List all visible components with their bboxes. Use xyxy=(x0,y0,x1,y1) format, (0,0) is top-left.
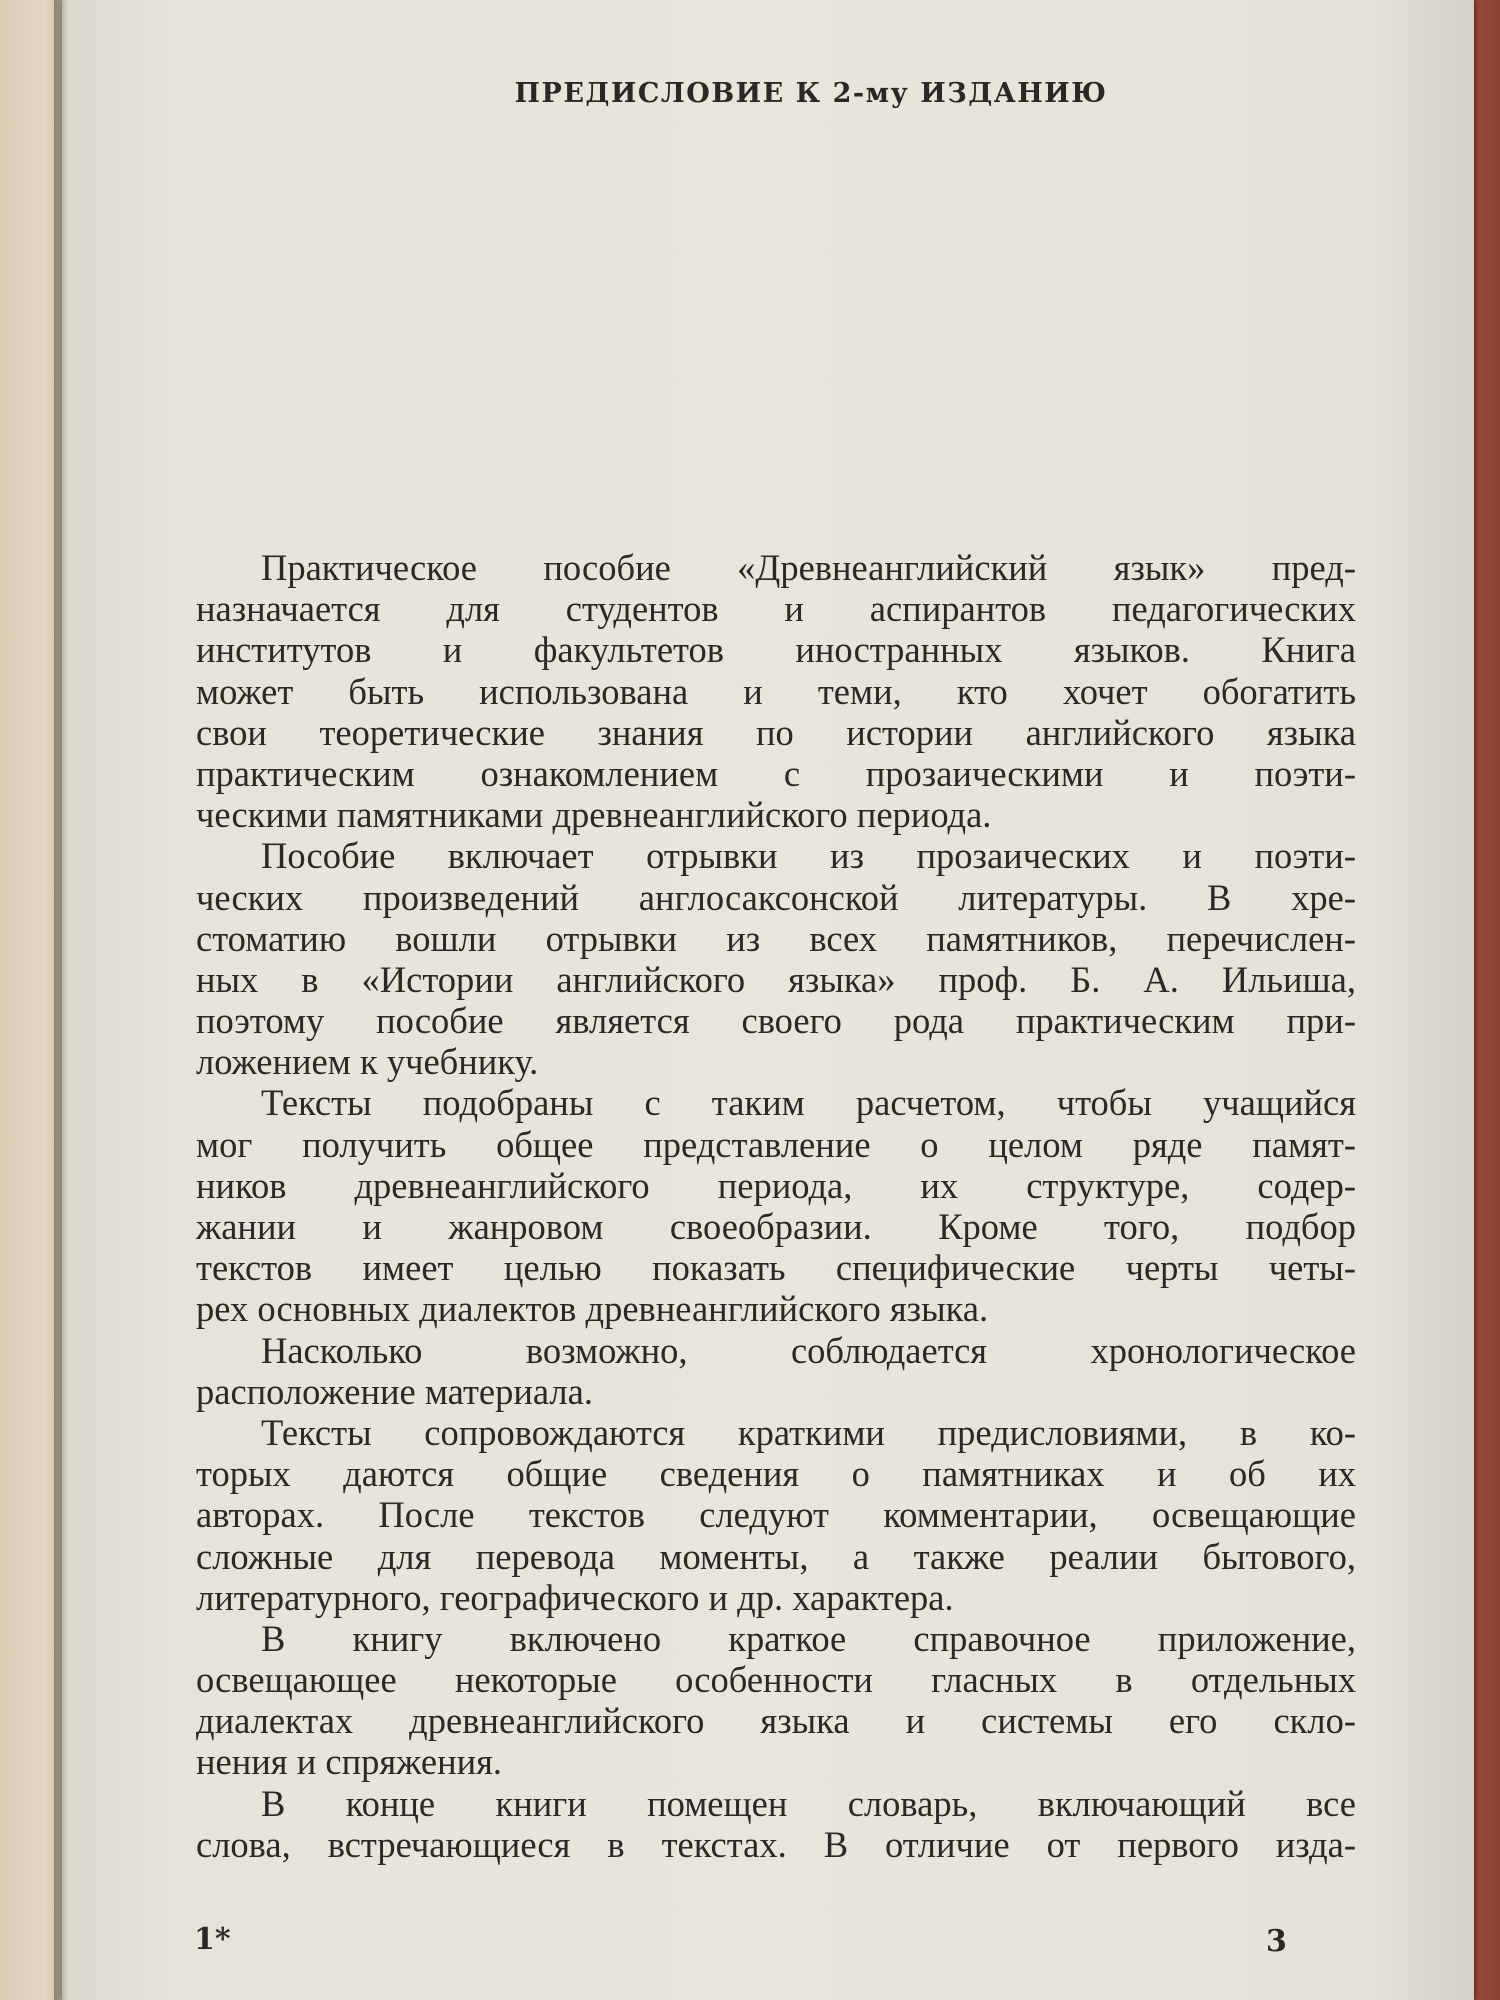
text-line: жании и жанровом своеобразии. Кроме того, подбор xyxy=(196,1206,1356,1247)
text-line: мог получить общее представление о целом ряде памят- xyxy=(196,1123,1356,1165)
text-line: авторах. После текстов следуют комментарии, освещающие xyxy=(196,1494,1356,1536)
text-line: расположение материала. xyxy=(196,1370,593,1412)
text-line: Тексты сопровождаются краткими предисловиями, в ко- xyxy=(261,1411,1356,1453)
text-line: Пособие включает отрывки из прозаических и поэти- xyxy=(261,835,1356,877)
text-line: свои теоретические знания по истории английского языка xyxy=(196,711,1356,753)
text-line: ческих произведений англосаксонской литературы. В хре- xyxy=(196,876,1356,918)
text-line: В конце книги помещен словарь, включающий все xyxy=(261,1782,1356,1824)
signature-mark: 1* xyxy=(194,1922,231,1957)
text-line: освещающее некоторые особенности гласных в отдельных xyxy=(196,1659,1356,1701)
preface-body xyxy=(196,547,1356,1865)
text-line: институтов и факультетов иностранных языков. Книга xyxy=(196,629,1356,671)
text-line: практическим ознакомлением с прозаическими и поэти- xyxy=(196,752,1356,794)
text-line: ложением к учебнику. xyxy=(196,1041,539,1083)
text-line: может быть использована и теми, кто хочет обогатить xyxy=(196,670,1356,712)
text-line: ников древнеанглийского периода, их структуре, содер- xyxy=(196,1164,1356,1206)
text-line: поэтому пособие является своего рода практическим при- xyxy=(196,1000,1356,1042)
text-line: Тексты подобраны с таким расчетом, чтобы учащийся xyxy=(261,1082,1356,1124)
text-line: нения и спряжения. xyxy=(196,1741,503,1783)
text-line: Практическое пособие «Древнеанглийский язык» пред- xyxy=(261,547,1356,588)
text-line: текстов имеет целью показать специфические черты четы- xyxy=(196,1247,1356,1289)
text-line: ных в «Истории английского языка» проф. Б. А. Ильиша, xyxy=(196,958,1356,1000)
text-line: слова, встречающиеся в текстах. В отличие от первого изда- xyxy=(196,1823,1356,1865)
text-line: назначается для студентов и аспирантов педагогических xyxy=(196,588,1356,630)
text-line: стоматию вошли отрывки из всех памятников, перечислен- xyxy=(196,917,1356,959)
spine-shadow xyxy=(54,0,68,2000)
page-title: ПРЕДИСЛОВИЕ К 2-му ИЗДАНИЮ xyxy=(514,78,1108,109)
text-line: торых даются общие сведения о памятниках и об их xyxy=(196,1453,1356,1495)
text-line: рех основных диалектов древнеанглийского языка. xyxy=(196,1288,989,1330)
book-page xyxy=(62,0,1474,2000)
text-line: ческими памятниками древнеанглийского периода. xyxy=(196,794,992,836)
text-line: диалектах древнеанглийского языка и системы его скло- xyxy=(196,1700,1356,1742)
text-line: литературного, географического и др. характера. xyxy=(196,1576,954,1618)
page-number: 3 xyxy=(1266,1924,1287,1959)
text-line: Насколько возможно, соблюдается хронологическое xyxy=(261,1329,1356,1371)
text-line: В книгу включено краткое справочное приложение, xyxy=(261,1617,1356,1659)
text-line: сложные для перевода моменты, а также реалии бытового, xyxy=(196,1535,1356,1577)
